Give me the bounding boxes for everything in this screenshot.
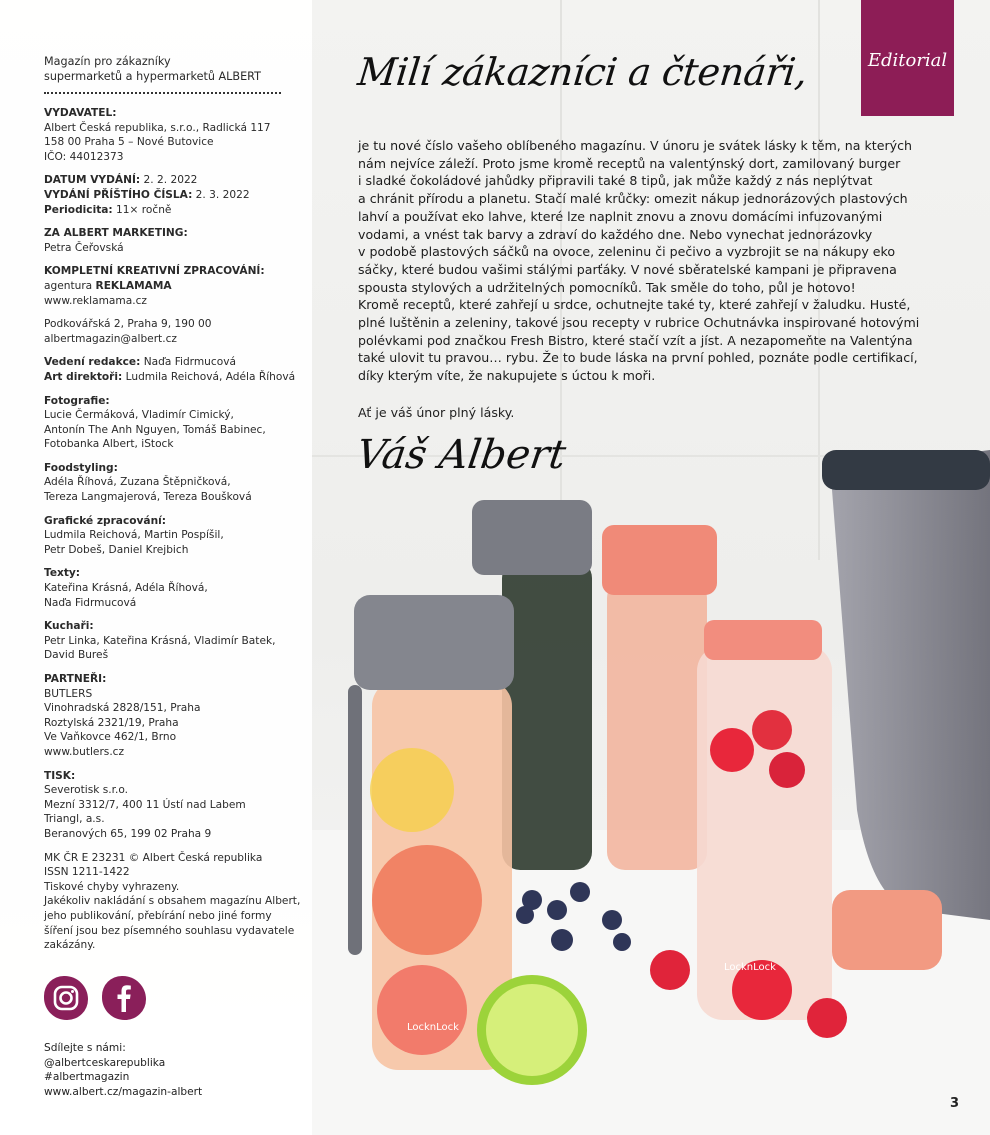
agency-prefix: agentura — [44, 279, 96, 292]
graphic-block — [44, 514, 294, 558]
body-line: plné luštěnin a zeleniny, takové jsou recepty v rubrice Ochutnávka inspirované hotovými — [358, 315, 920, 331]
instagram-icon[interactable] — [44, 976, 88, 1020]
body-line: lahví a používat eko lahve, které lze naplnit znovu a znovu domácími infuzovanými — [358, 208, 883, 224]
print-block — [44, 769, 294, 842]
body-line: je tu nové číslo vašeho oblíbeného magazínu. V únoru je svátek lásky k těm, na kterých — [358, 138, 913, 153]
body-line: díky kterým víte, že nakupujete s úctou k moři. — [358, 368, 656, 384]
block-line: Jakékoliv nakládání s obsahem magazínu Albert, — [44, 895, 301, 908]
marketing-block — [44, 226, 294, 255]
body-line: v podobě plastových sáčků na ovoce, zeleninu či pečivo a vyzbrojit se na nákupy eko — [358, 244, 896, 260]
block-line: Lucie Čermáková, Vladimír Cimický, — [44, 409, 234, 422]
body-line: Kromě receptů, které zahřejí u srdce, ochutnejte také ty, které zahřejí v žaludku. Husté, — [358, 297, 911, 313]
block-line: Tereza Langmajerová, Tereza Boušková — [44, 491, 252, 504]
block-line: ISSN 1211-1422 — [44, 866, 130, 879]
texts-block — [44, 566, 294, 610]
tagline — [44, 54, 294, 84]
block-line: Ve Vaňkovce 462/1, Brno — [44, 731, 177, 744]
coral-bottle — [607, 580, 707, 870]
dotted-divider — [44, 92, 281, 94]
agency-website[interactable]: www.reklamama.cz — [44, 294, 147, 307]
block-title: Fotografie: — [44, 394, 110, 407]
photo-credits-block — [44, 394, 294, 452]
next-issue-label: VYDÁNÍ PŘÍŠTÍHO ČÍSLA: — [44, 188, 193, 201]
frequency-value: 11× ročně — [112, 203, 172, 216]
block-line: Mezní 3312/7, 400 11 Ústí nad Labem — [44, 798, 246, 811]
art-director-value: Ludmila Reichová, Adéla Říhová — [122, 370, 296, 383]
block-title: TISK: — [44, 769, 76, 782]
block-line: Severotisk s.r.o. — [44, 784, 129, 797]
share-block — [44, 1041, 202, 1099]
publisher-block — [44, 106, 294, 164]
block-line: Albert Česká republika, s.r.o., Radlická 117 — [44, 121, 271, 134]
block-line: Petra Čeřovská — [44, 241, 124, 254]
block-line: jeho publikování, přebírání nebo jiné formy — [44, 909, 272, 922]
chefs-block — [44, 619, 294, 663]
block-line: Antonín The Anh Nguyen, Tomáš Babinec, — [44, 423, 266, 436]
block-line: Tiskové chyby vyhrazeny. — [44, 880, 180, 893]
block-line: BUTLERS — [44, 687, 93, 700]
grey-lid — [472, 500, 592, 575]
block-title: Foodstyling: — [44, 461, 118, 474]
editor-label: Vedení redakce: — [44, 356, 141, 369]
partners-block — [44, 672, 294, 760]
dark-bottle — [502, 560, 592, 870]
hashtag[interactable]: #albertmagazin — [44, 1071, 130, 1084]
agency-name: REKLAMAMA — [95, 279, 172, 292]
block-line: Triangl, a.s. — [44, 813, 105, 826]
art-director-label: Art direktoři: — [44, 370, 123, 383]
closing-line: Ať je váš únor plný lásky. — [358, 405, 515, 420]
block-title: ZA ALBERT MARKETING: — [44, 227, 188, 240]
creative-block — [44, 264, 294, 308]
block-line: Ludmila Reichová, Martin Pospíšil, — [44, 529, 224, 542]
body-line: a chránit přírodu a planetu. Stačí malé krůčky: omezit nákup jednorázových plastových — [358, 191, 908, 207]
magazine-link[interactable]: www.albert.cz/magazin-albert — [44, 1085, 203, 1098]
frequency-label: Periodicita: — [44, 203, 113, 216]
block-line: Roztylská 2321/19, Praha — [44, 716, 179, 729]
block-line: Petr Linka, Kateřina Krásná, Vladimír Batek, — [44, 634, 276, 647]
block-line: zakázány. — [44, 939, 96, 952]
block-line: Vinohradská 2828/151, Praha — [44, 702, 201, 715]
body-line: nám nejvíce záleží. Proto jsme kromě receptů na valentýnský dort, zamilovaný burger — [358, 155, 901, 171]
block-line: šíření jsou bez písemného souhlasu vydavatele — [44, 924, 295, 937]
body-line: také ulovit tu pravou… rybu. Že to bude láska na první pohled, poznáte podle certifikací, — [358, 350, 918, 366]
masthead-sidebar — [0, 0, 312, 1135]
product-photo — [312, 430, 990, 1135]
block-title: Kuchaři: — [44, 620, 94, 633]
coral-lid — [602, 525, 717, 595]
block-line: 158 00 Praha 5 – Nové Butovice — [44, 136, 214, 149]
block-title: Grafické zpracování: — [44, 514, 166, 527]
dates-block — [44, 173, 294, 217]
grey-lid — [354, 595, 514, 690]
editor-value: Naďa Fidrmucová — [140, 356, 236, 369]
social-handle[interactable]: @albertceskarepublika — [44, 1056, 166, 1069]
block-line: Fotobanka Albert, iStock — [44, 438, 174, 451]
block-line: Podkovářská 2, Praha 9, 190 00 — [44, 318, 212, 331]
body-line: spousta stylových a udržitelných pomocníků. Tak směle do toho, půl je hotovo! — [358, 279, 856, 295]
editorial-body — [358, 137, 920, 385]
page-number: 3 — [950, 1096, 960, 1111]
block-line: Beranových 65, 199 02 Praha 9 — [44, 827, 212, 840]
facebook-icon[interactable] — [102, 976, 146, 1020]
loose-lid — [832, 890, 942, 970]
headline: Milí zákazníci a čtenáři, — [355, 50, 810, 94]
foodstyling-block — [44, 461, 294, 505]
email-link[interactable]: albertmagazin@albert.cz — [44, 332, 177, 345]
issue-date-label: DATUM VYDÁNÍ: — [44, 174, 141, 187]
jug-lid — [822, 450, 990, 490]
share-label: Sdílejte s námi: — [44, 1042, 126, 1054]
block-title: Texty: — [44, 567, 81, 580]
legal-block — [44, 851, 301, 953]
partner-website[interactable]: www.butlers.cz — [44, 745, 125, 758]
tagline-line: Magazín pro zákazníky — [44, 55, 171, 68]
block-line: Naďa Fidrmucová — [44, 596, 137, 609]
body-line: vodami, a vnést tak barvy a zdraví do každého dne. Nebo vynechat jednorázovky — [358, 226, 873, 242]
editors-block — [44, 355, 294, 384]
social-icons — [44, 976, 146, 1020]
signature: Váš Albert — [353, 432, 569, 478]
block-line: Kateřina Krásná, Adéla Říhová, — [44, 582, 208, 595]
address-block — [44, 317, 294, 346]
bottle-brand-label: LocknLock — [724, 962, 776, 973]
section-tab-label: Editorial — [867, 50, 948, 71]
block-line: David Bureš — [44, 649, 109, 662]
next-issue-value: 2. 3. 2022 — [192, 188, 250, 201]
section-tab — [861, 0, 954, 116]
body-line: sáčky, které budou vašimi stálými parťáky. V nové sběratelské kampani je připravena — [358, 261, 897, 277]
block-line: IČO: 44012373 — [44, 150, 124, 163]
block-title: KOMPLETNÍ KREATIVNÍ ZPRACOVÁNÍ: — [44, 265, 265, 278]
block-title: VYDAVATEL: — [44, 107, 117, 119]
tagline-line: supermarketů a hypermarketů ALBERT — [44, 70, 261, 83]
bottle-brand-label: LocknLock — [407, 1022, 459, 1033]
block-title: PARTNEŘI: — [44, 673, 107, 685]
block-line: MK ČR E 23231 © Albert Česká republika — [44, 851, 263, 864]
issue-date-value: 2. 2. 2022 — [140, 174, 198, 187]
block-line: Adéla Říhová, Zuzana Štěpničková, — [44, 476, 231, 489]
body-line: polévkami pod značkou Fresh Bistro, které stačí vzít a jíst. A nezapomeňte na Valentýna — [358, 332, 913, 348]
block-line: Petr Dobeš, Daniel Krejbich — [44, 543, 189, 556]
body-line: i sladké čokoládové jahůdky připravili také 8 tipů, jak může každý z nás neplýtvat — [358, 173, 873, 189]
